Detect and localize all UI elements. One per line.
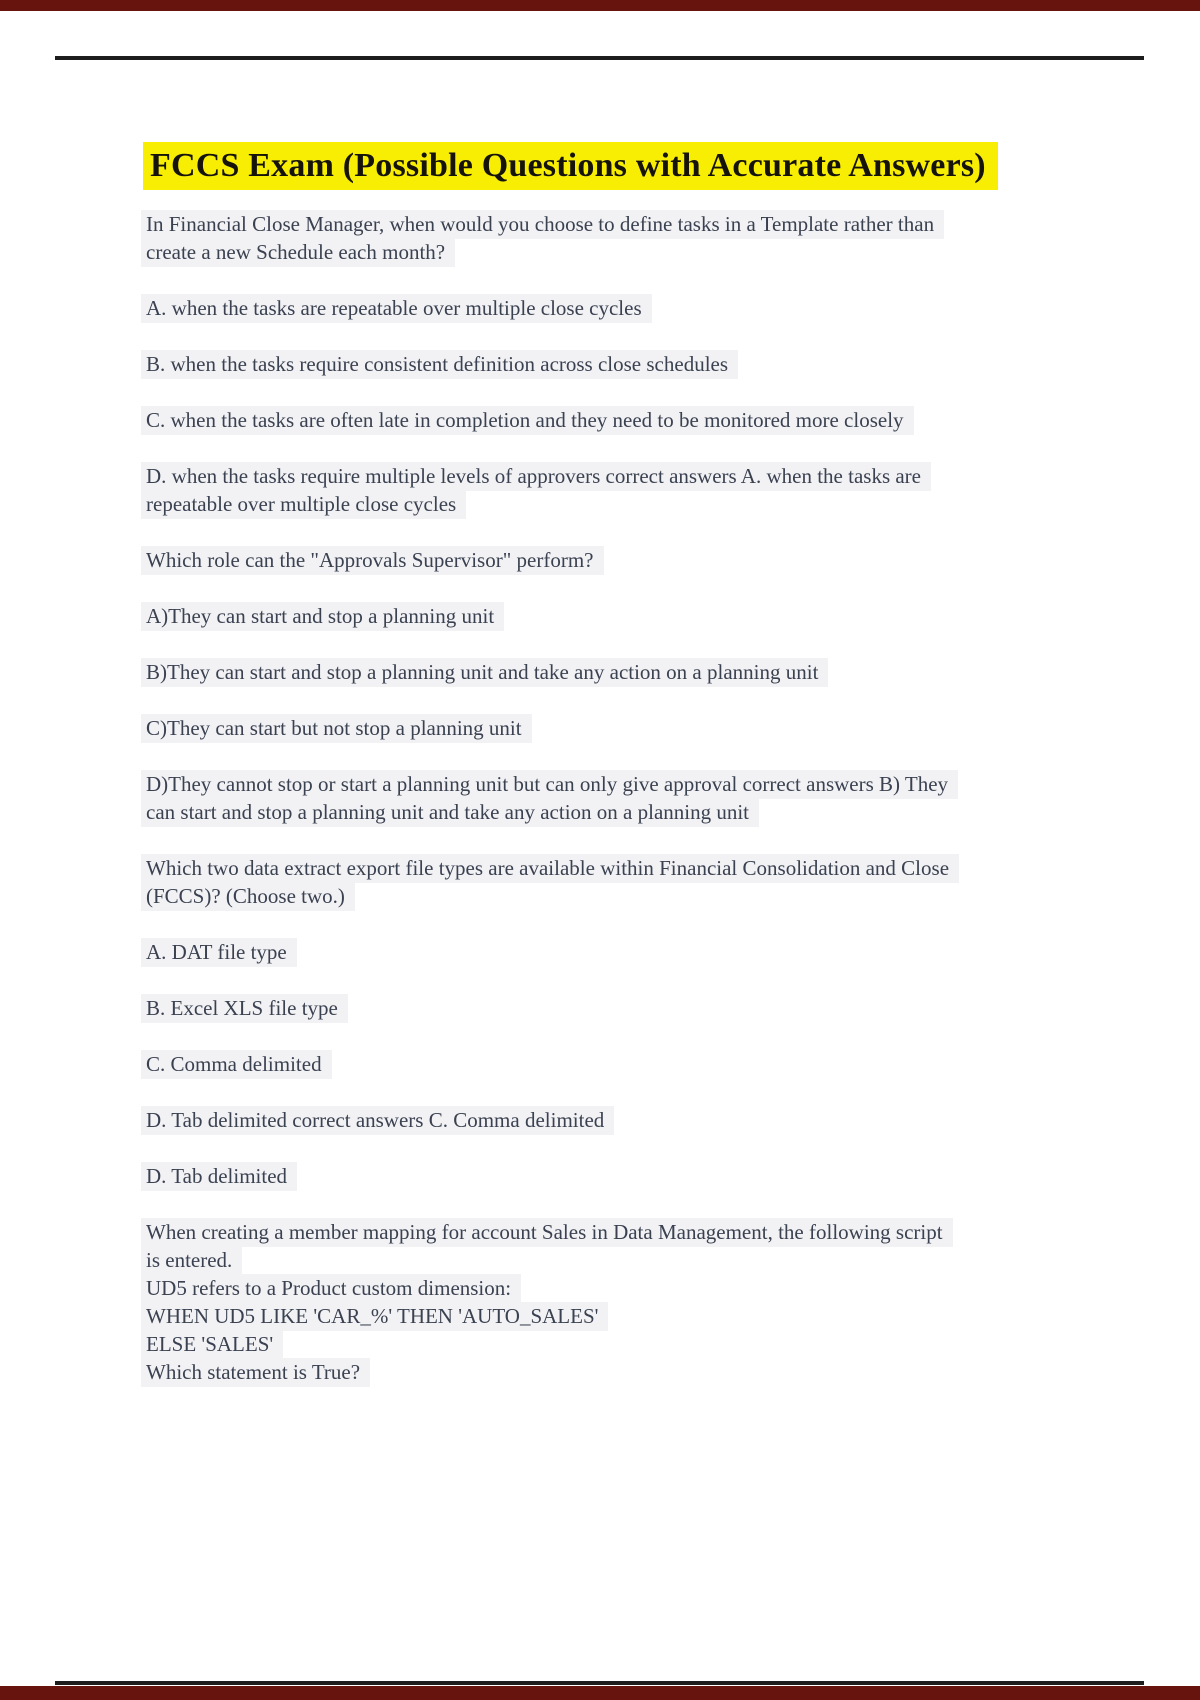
text-line-highlight: Which role can the "Approvals Supervisor" perform?: [141, 546, 604, 575]
text-line: [141, 1302, 1091, 1330]
text-line-highlight: C. Comma delimited: [141, 1050, 332, 1079]
text-line-highlight: In Financial Close Manager, when would you choose to define tasks in a Template rather than: [141, 210, 944, 239]
text-line-highlight: (FCCS)? (Choose two.): [141, 882, 355, 911]
text-line-highlight: Which two data extract export file types are available within Financial Consolidation and Close: [141, 854, 959, 883]
text-line-highlight: D. when the tasks require multiple levels of approvers correct answers A. when the tasks are: [141, 462, 931, 491]
text-line-highlight: When creating a member mapping for account Sales in Data Management, the following script: [141, 1218, 953, 1247]
text-line-highlight: Which statement is True?: [141, 1358, 370, 1387]
paragraph-block: [141, 1218, 1091, 1386]
text-line-highlight: A. DAT file type: [141, 938, 297, 967]
text-line-highlight: create a new Schedule each month?: [141, 238, 455, 267]
paragraph-block: [141, 546, 1091, 574]
paragraph-block: [141, 714, 1091, 742]
paragraph-block: [141, 1162, 1091, 1190]
paragraph-block: [141, 602, 1091, 630]
paragraph-block: [141, 658, 1091, 686]
text-line-highlight: UD5 refers to a Product custom dimension:: [141, 1274, 521, 1303]
text-line: [141, 714, 1091, 742]
header-rule: [55, 56, 1144, 60]
text-line-highlight: C)They can start but not stop a planning unit: [141, 714, 532, 743]
text-line: [141, 602, 1091, 630]
text-line-highlight: B. Excel XLS file type: [141, 994, 348, 1023]
footer-rule: [55, 1681, 1144, 1685]
paragraph-block: [141, 462, 1091, 518]
text-line: [141, 1218, 1091, 1246]
text-line-highlight: D)They cannot stop or start a planning unit but can only give approval correct answers B) They: [141, 770, 958, 799]
text-line-highlight: is entered.: [141, 1246, 242, 1275]
text-line-highlight: ELSE 'SALES': [141, 1330, 283, 1359]
viewer-frame-bottom-bar: [0, 1686, 1200, 1700]
document-body: [141, 210, 1091, 1386]
text-line: [141, 770, 1091, 798]
text-line: [141, 798, 1091, 826]
paragraph-block: [141, 938, 1091, 966]
text-line-highlight: A)They can start and stop a planning unit: [141, 602, 504, 631]
text-line: [141, 1050, 1091, 1078]
text-line: [141, 294, 1091, 322]
text-line: [141, 1274, 1091, 1302]
paragraph-block: [141, 406, 1091, 434]
paragraph-block: [141, 994, 1091, 1022]
text-line: [141, 462, 1091, 490]
text-line-highlight: B. when the tasks require consistent definition across close schedules: [141, 350, 738, 379]
text-line: [141, 490, 1091, 518]
text-line: [141, 546, 1091, 574]
viewer-frame-top-bar: [0, 0, 1200, 11]
text-line: [141, 882, 1091, 910]
paragraph-block: [141, 1106, 1091, 1134]
text-line-highlight: B)They can start and stop a planning unit and take any action on a planning unit: [141, 658, 828, 687]
text-line-highlight: WHEN UD5 LIKE 'CAR_%' THEN 'AUTO_SALES': [141, 1302, 608, 1331]
text-line: [141, 1162, 1091, 1190]
text-line: [141, 238, 1091, 266]
text-line-highlight: A. when the tasks are repeatable over multiple close cycles: [141, 294, 652, 323]
text-line: [141, 658, 1091, 686]
document-title: FCCS Exam (Possible Questions with Accurate Answers): [143, 142, 998, 190]
text-line: [141, 1106, 1091, 1134]
text-line: [141, 854, 1091, 882]
text-line-highlight: repeatable over multiple close cycles: [141, 490, 466, 519]
text-line: [141, 210, 1091, 238]
text-line-highlight: D. Tab delimited correct answers C. Comma delimited: [141, 1106, 614, 1135]
text-line: [141, 1330, 1091, 1358]
paragraph-block: [141, 210, 1091, 266]
text-line-highlight: D. Tab delimited: [141, 1162, 297, 1191]
text-line-highlight: C. when the tasks are often late in completion and they need to be monitored more closely: [141, 406, 914, 435]
text-line: [141, 406, 1091, 434]
paragraph-block: [141, 854, 1091, 910]
paragraph-block: [141, 350, 1091, 378]
paragraph-block: [141, 1050, 1091, 1078]
paragraph-block: [141, 770, 1091, 826]
text-line: [141, 938, 1091, 966]
text-line: [141, 1246, 1091, 1274]
paragraph-block: [141, 294, 1091, 322]
text-line-highlight: can start and stop a planning unit and take any action on a planning unit: [141, 798, 759, 827]
text-line: [141, 994, 1091, 1022]
text-line: [141, 1358, 1091, 1386]
text-line: [141, 350, 1091, 378]
